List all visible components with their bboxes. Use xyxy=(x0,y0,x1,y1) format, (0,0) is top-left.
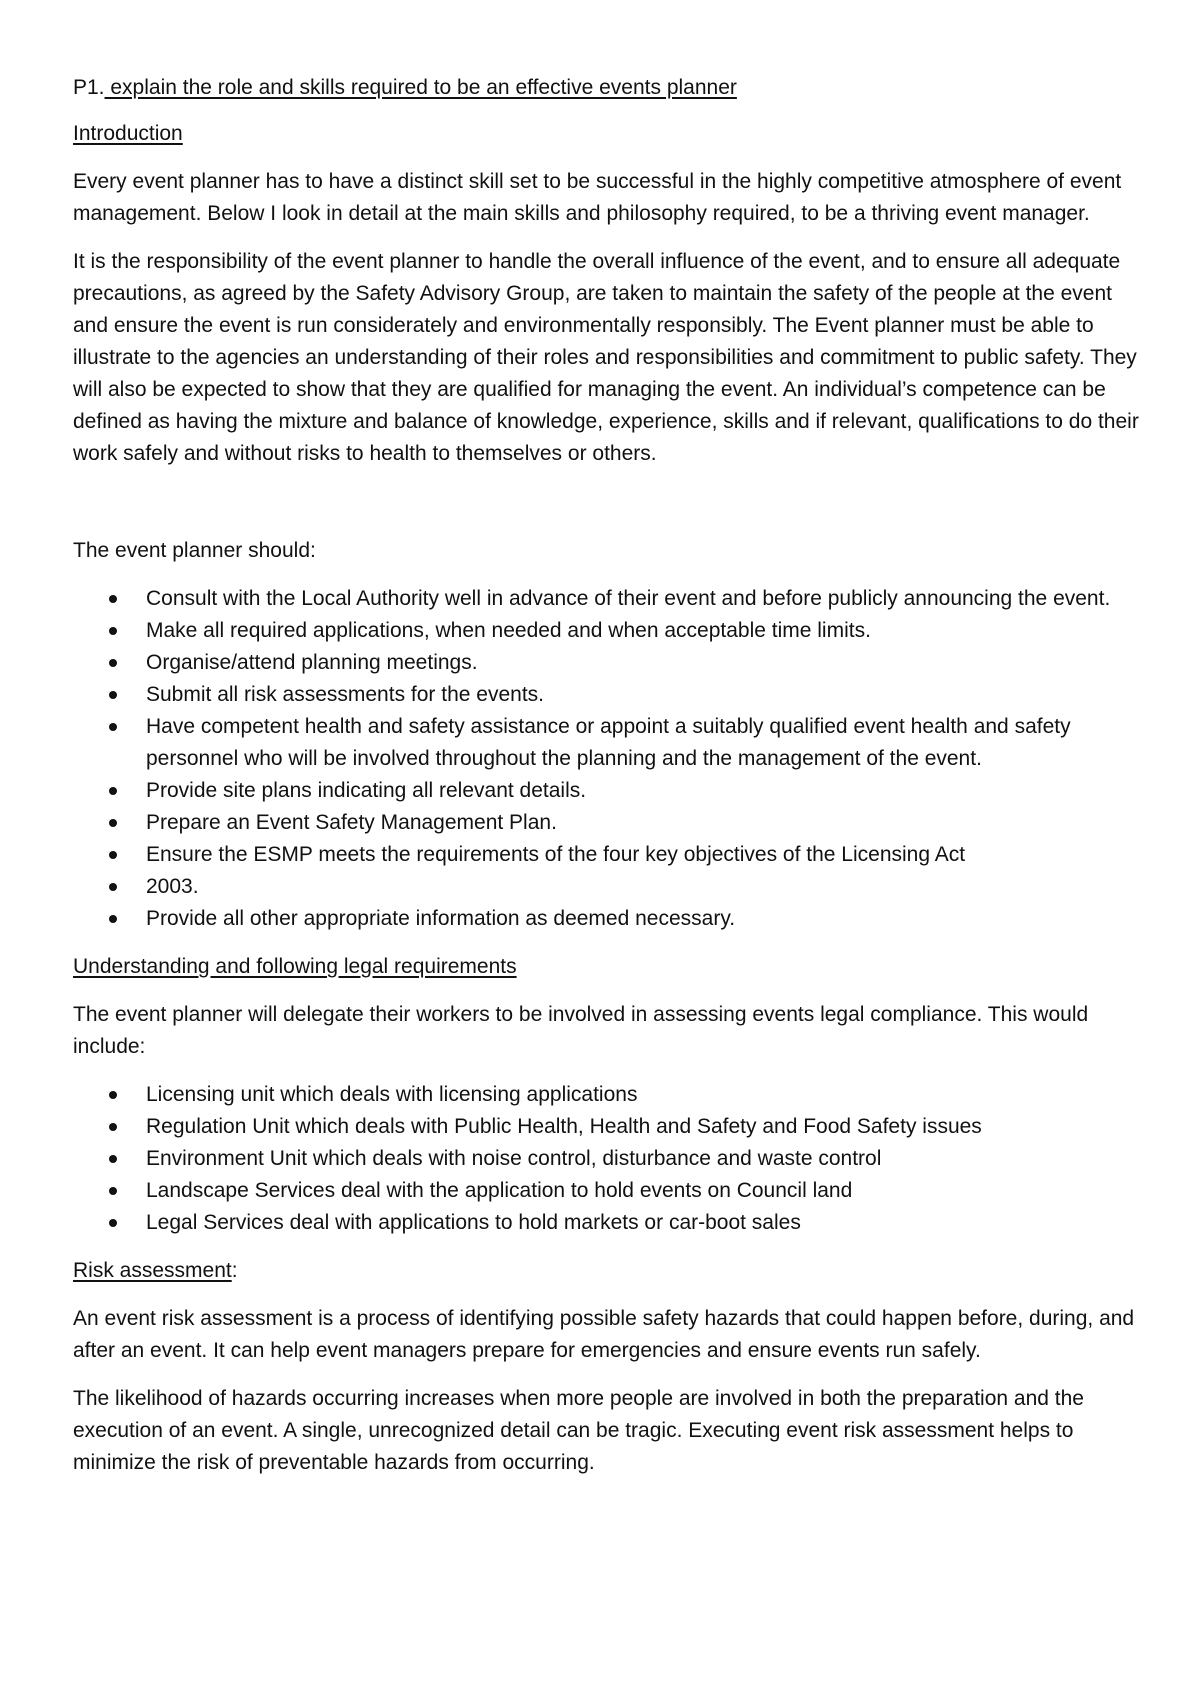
list-item xyxy=(73,839,1145,871)
title-text: explain the role and skills required to be an effective events planner xyxy=(104,76,737,99)
document-title xyxy=(73,72,1145,104)
list-item xyxy=(73,775,1145,807)
list-item-text: Have competent health and safety assistance or appoint a suitably qualified event health and safety personnel who will be involved throughout the planning and the management of the event. xyxy=(146,715,1071,770)
bullet-icon xyxy=(109,1187,117,1195)
title-prefix: P1. xyxy=(73,76,105,99)
bullet-icon xyxy=(109,915,117,923)
list-item-text: Provide all other appropriate information as deemed necessary. xyxy=(146,907,736,930)
bullet-icon xyxy=(109,1091,117,1099)
bullet-icon xyxy=(109,787,117,795)
risk-paragraph-2: The likelihood of hazards occurring increases when more people are involved in both the preparation and the execution of an event. A single, unrecognized detail can be tragic. Executing event risk assessment helps to minimize the risk of preventable hazards from occurring. xyxy=(73,1387,1084,1474)
list-item xyxy=(73,807,1145,839)
list-item xyxy=(73,871,1145,903)
bullet-icon xyxy=(109,659,117,667)
list-item xyxy=(73,711,1145,775)
list-item xyxy=(73,903,1145,935)
list-item-text: Ensure the ESMP meets the requirements of the four key objectives of the Licensing Act xyxy=(146,843,966,866)
legal-intro: The event planner will delegate their workers to be involved in assessing events legal compliance. This would include: xyxy=(73,1003,1089,1058)
intro-paragraph-1: Every event planner has to have a distinct skill set to be successful in the highly competitive atmosphere of event management. Below I look in detail at the main skills and philosophy required, to be a thriving event manager. xyxy=(73,170,1122,225)
risk-heading xyxy=(73,1255,1145,1287)
list-item-text: Legal Services deal with applications to hold markets or car-boot sales xyxy=(146,1211,801,1234)
intro-paragraph-2: It is the responsibility of the event planner to handle the overall influence of the event, and to ensure all adequate precautions, as agreed by the Safety Advisory Group, are taken to maintain the safety of the people at the event and ensure the event is run considerately and environmentally responsibly. The Event planner must be able to illustrate to the agencies an understanding of their roles and responsibilities and commitment to public safety. They will also be expected to show that they are qualified for managing the event. An individual’s competence can be defined as having the mixture and balance of knowledge, experience, skills and if relevant, qualifications to do their work safely and without risks to health to themselves or others. xyxy=(73,250,1139,465)
bullet-icon xyxy=(109,595,117,603)
risk-heading-text: Risk assessment xyxy=(73,1259,232,1282)
list-item xyxy=(73,1143,1145,1175)
list-item xyxy=(73,647,1145,679)
intro-heading-text: Introduction xyxy=(73,122,183,145)
list-item-text: Licensing unit which deals with licensing applications xyxy=(146,1083,638,1106)
bullet-icon xyxy=(109,851,117,859)
list-item xyxy=(73,1175,1145,1207)
legal-list xyxy=(73,1079,1145,1239)
list-item-text: Provide site plans indicating all relevant details. xyxy=(146,779,587,802)
list-item-text: Prepare an Event Safety Management Plan. xyxy=(146,811,557,834)
list-item-text: Organise/attend planning meetings. xyxy=(146,651,478,674)
list-item xyxy=(73,679,1145,711)
bullet-icon xyxy=(109,819,117,827)
bullet-icon xyxy=(109,1219,117,1227)
list-item-text: Landscape Services deal with the application to hold events on Council land xyxy=(146,1179,853,1202)
list-item-text: 2003. xyxy=(146,875,199,898)
list-item-text: Submit all risk assessments for the events. xyxy=(146,683,544,706)
list-item-text: Consult with the Local Authority well in advance of their event and before publicly announcing the event. xyxy=(146,587,1111,610)
should-intro: The event planner should: xyxy=(73,539,316,562)
bullet-icon xyxy=(109,1123,117,1131)
list-item xyxy=(73,1207,1145,1239)
list-item-text: Regulation Unit which deals with Public Health, Health and Safety and Food Safety issues xyxy=(146,1115,982,1138)
list-item-text: Make all required applications, when needed and when acceptable time limits. xyxy=(146,619,871,642)
bullet-icon xyxy=(109,627,117,635)
list-item xyxy=(73,1111,1145,1143)
should-list xyxy=(73,583,1145,935)
document-page xyxy=(73,72,1145,1495)
legal-heading xyxy=(73,951,1145,983)
legal-heading-text: Understanding and following legal requirements xyxy=(73,955,517,978)
bullet-icon xyxy=(109,691,117,699)
intro-heading xyxy=(73,118,1145,150)
spacer xyxy=(73,486,1145,535)
bullet-icon xyxy=(109,883,117,891)
risk-paragraph-1: An event risk assessment is a process of identifying possible safety hazards that could happen before, during, and after an event. It can help event managers prepare for emergencies and ensure events run safely. xyxy=(73,1307,1135,1362)
list-item-text: Environment Unit which deals with noise control, disturbance and waste control xyxy=(146,1147,882,1170)
list-item xyxy=(73,1079,1145,1111)
list-item xyxy=(73,583,1145,615)
list-item xyxy=(73,615,1145,647)
risk-heading-suffix: : xyxy=(231,1259,238,1282)
bullet-icon xyxy=(109,1155,117,1163)
bullet-icon xyxy=(109,723,117,731)
